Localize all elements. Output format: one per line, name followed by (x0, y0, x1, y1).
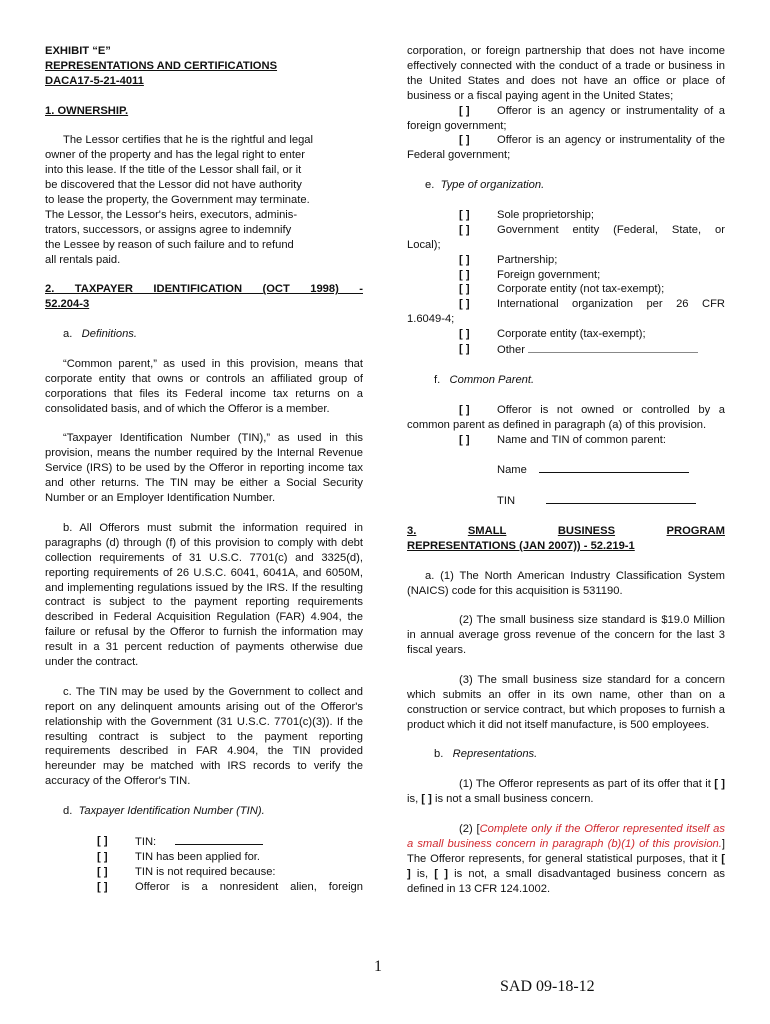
intl-org-continuation: 1.6049-4; (407, 313, 455, 326)
name-label: Name (497, 464, 527, 477)
checkbox[interactable]: [ ] (459, 268, 470, 281)
representations-heading (407, 747, 725, 762)
other-blank[interactable] (528, 342, 698, 353)
tin-label: TIN: (135, 835, 157, 848)
representation-1 (407, 777, 725, 807)
tin-blank[interactable] (175, 834, 263, 845)
tin-not-required-label: TIN is not required because: (135, 865, 276, 878)
nonresident-continuation: corporation, or foreign partnership that does not have income effectively connected with the conduct of a trade or business in the United States and does not have an office or place of business or a fiscal paying agent in the United States; (407, 45, 725, 102)
org-option-corp-not-exempt[interactable] (407, 282, 725, 297)
section-1-heading: 1. OWNERSHIP. (45, 104, 129, 117)
tin-option-tin[interactable] (97, 834, 363, 850)
document-title: REPRESENTATIONS AND CERTIFICATIONS (45, 59, 278, 72)
size-standard-3-paragraph: (3) The small business size standard for a concern which submits an offer in its own name, other than on a construction or service contract, but which proposes to furnish a product which it did not itself manufacture, is 500 employees. (407, 673, 725, 731)
checkbox[interactable]: [ ] (97, 880, 108, 893)
checkbox[interactable]: [ ] (459, 343, 470, 356)
rep1-text-b: is, (407, 793, 419, 806)
checkbox[interactable]: [ ] (459, 403, 470, 416)
tin-heading (45, 804, 363, 819)
rep2-text-b: is, (416, 867, 429, 880)
checkbox[interactable]: [ ] (714, 778, 725, 791)
size-standard-paragraph: (2) The small business size standard is $19.0 Million in annual average gross revenue of the concern for the last 3 fiscal years. (407, 614, 725, 657)
right-column (407, 44, 725, 896)
checkbox[interactable]: [ ] (459, 433, 470, 446)
ownership-line: The Lessor, the Lessor's heirs, executors, adminis- (45, 208, 298, 221)
org-option-other[interactable] (407, 342, 725, 358)
left-column (45, 44, 363, 895)
org-option-intl-org[interactable] (407, 297, 725, 312)
representations-title: Representations. (452, 748, 538, 761)
section-2-clause: 52.204-3 (45, 298, 90, 311)
rep1-text-c: is not a small business concern. (434, 793, 594, 806)
org-type-options (407, 208, 725, 358)
checkbox[interactable]: [ ] (459, 134, 470, 147)
common-parent-name (407, 462, 725, 478)
org-option-partnership[interactable] (407, 253, 725, 268)
page-number: 1 (374, 958, 382, 975)
ownership-line: all rentals paid. (45, 253, 121, 266)
rep2-number: (2) [ (459, 822, 480, 835)
federal-gov-label: Offeror is an agency or instrumentality of the Federal government; (407, 134, 725, 162)
org-type-heading (407, 178, 725, 193)
checkbox[interactable]: [ ] (97, 850, 108, 863)
rep2-instruction: Complete only if the Offeror represented itself as a small business concern in paragraph (b)(1) of this provision. (407, 822, 725, 850)
foreign-gov-option (407, 104, 725, 134)
representation-2 (407, 822, 725, 897)
checkbox[interactable]: [ ] (97, 834, 108, 847)
name-blank[interactable] (539, 462, 689, 473)
common-parent-label: f. (434, 373, 441, 386)
common-parent-heading (407, 373, 725, 388)
rep2-text-c: is not, a small disadvantaged business concern as defined in 13 CFR 124.1002. (407, 867, 726, 895)
org-type-title: Type of organization. (440, 179, 545, 192)
definitions-heading (45, 327, 363, 342)
gov-entity-label: Government entity (Federal, State, or (497, 223, 725, 236)
tin-option-applied[interactable] (97, 850, 363, 865)
ownership-line: owner of the property and has the legal right to enter (45, 149, 305, 162)
section-3-clause: REPRESENTATIONS (JAN 2007)) - 52.219-1 (407, 539, 635, 552)
section-3-word: 3. (407, 524, 417, 537)
section-3-heading (407, 524, 725, 539)
document-code: SAD 09-18-12 (500, 978, 595, 995)
ownership-line: The Lessor certifies that he is the rightful and legal (63, 134, 313, 147)
checkbox[interactable]: [ ] (434, 867, 448, 880)
other-label: Other (497, 344, 525, 357)
checkbox[interactable]: [ ] (459, 298, 470, 311)
checkbox[interactable]: [ ] (407, 852, 725, 880)
intl-org-label: International organization per 26 CFR (497, 298, 725, 311)
checkbox[interactable]: [ ] (97, 865, 108, 878)
partnership-label: Partnership; (497, 253, 558, 266)
org-type-label: e. (425, 179, 435, 192)
checkbox[interactable]: [ ] (459, 253, 470, 266)
tin-label-common: TIN (497, 495, 516, 508)
checkbox[interactable]: [ ] (459, 283, 470, 296)
section-3-word: BUSINESS (557, 524, 616, 537)
section-3-word: SMALL (467, 524, 507, 537)
org-option-foreign-government[interactable] (407, 268, 725, 283)
ownership-paragraph (45, 133, 363, 267)
org-option-corp-exempt[interactable] (407, 327, 725, 342)
section-3-word: PROGRAM (666, 524, 725, 537)
tin-nonresident-label: Offeror is a nonresident alien, foreign (135, 880, 363, 893)
exhibit-label: EXHIBIT “E” (45, 45, 111, 57)
federal-gov-option (407, 133, 725, 163)
gov-entity-continuation: Local); (407, 238, 441, 251)
checkbox[interactable]: [ ] (421, 793, 432, 806)
org-option-sole[interactable] (407, 208, 725, 223)
definitions-title: Definitions. (81, 328, 138, 341)
ownership-line: the Lessee by reason of such failure and to refund (45, 238, 294, 251)
ownership-line: trators, successors, or assigns agree to indemnify (45, 223, 292, 236)
corp-not-exempt-label: Corporate entity (not tax-exempt); (497, 283, 665, 296)
tin-options (45, 834, 363, 895)
representations-label: b. (434, 748, 444, 761)
definitions-label: a. (63, 328, 73, 341)
name-tin-option[interactable] (407, 433, 725, 448)
tin-blank-common[interactable] (546, 493, 696, 504)
checkbox[interactable]: [ ] (459, 208, 470, 221)
common-parent-tin (407, 493, 725, 509)
paragraph-c: c. The TIN may be used by the Government to collect and report on any delinquent amounts arising out of the Offeror's relationship with the Government (31 U.S.C. 7701(c)(3)). If the resulting contract is subject to the payment reporting requirements described in FAR 4.904, the TIN provided hereunder may be matched with IRS records to verify the accuracy of the Offeror's TIN. (45, 685, 363, 788)
common-parent-definition: “Common parent,” as used in this provision, means that corporate entity that owns or controls an affiliated group of corporations that files its Federal income tax returns on a consolidated basis, and of which the Offeror is a member. (45, 357, 363, 415)
tin-heading-label: d. (63, 805, 73, 818)
common-parent-title: Common Parent. (449, 373, 535, 386)
sole-label: Sole proprietorship; (497, 208, 595, 221)
not-owned-label: Offeror is not owned or controlled by a common parent as defined in paragraph (a) of this provision. (407, 403, 725, 431)
not-owned-option (407, 403, 725, 433)
tin-option-not-required[interactable] (97, 865, 363, 880)
tin-applied-label: TIN has been applied for. (135, 850, 261, 863)
corp-exempt-label: Corporate entity (tax-exempt); (497, 328, 646, 341)
checkbox[interactable]: [ ] (459, 328, 470, 341)
org-option-gov-entity[interactable] (407, 223, 725, 238)
checkbox[interactable]: [ ] (459, 223, 470, 236)
paragraph-b: b. All Offerors must submit the information required in paragraphs (d) through (f) of this provision to comply with debt collection requirements of 31 U.S.C. 7701(c) and 3325(d), reporting requirements of 26 U.S.C. 6041, 6041A, and 6050M, and implementing regulations issued by the IRS. If the resulting contract is subject to the payment reporting requirements described in Federal Acquisition Regulation (FAR) 4.904, the failure or refusal by the Offeror to furnish the information may result in a 31 percent reduction of payments otherwise due under the contract. (45, 521, 363, 669)
name-tin-label: Name and TIN of common parent: (497, 433, 666, 446)
ownership-line: to lease the property, the Government may terminate. (45, 194, 310, 207)
naics-paragraph: a. (1) The North American Industry Classification System (NAICS) code for this acquisition is 531190. (407, 569, 725, 597)
tin-definition: “Taxpayer Identification Number (TIN),” as used in this provision, means the number required by the Internal Revenue Service (IRS) to be used by the Offeror in reporting income tax and other returns. The TIN may be either a Social Security Number or an Employer Identification Number. (45, 432, 363, 505)
rep1-text-a: (1) The Offeror represents as part of its offer that it (459, 778, 711, 791)
ownership-line: be discovered that the Lessor did not have authority (45, 179, 302, 192)
section-2-heading: 2. TAXPAYER IDENTIFICATION (OCT 1998) - (45, 283, 363, 296)
checkbox[interactable]: [ ] (459, 104, 470, 117)
contract-number: DACA17-5-21-4011 (45, 74, 144, 87)
foreign-government-label: Foreign government; (497, 268, 601, 281)
foreign-gov-label: Offeror is an agency or instrumentality of a foreign government; (407, 104, 725, 132)
tin-heading-title: Taxpayer Identification Number (TIN). (78, 805, 265, 818)
rep2-text-a: ] The Offeror represents, for general statistical purposes, that it (407, 837, 725, 865)
ownership-line: into this lease. If the title of the Lessor shall fail, or it (45, 164, 302, 177)
tin-option-nonresident[interactable] (97, 880, 363, 895)
